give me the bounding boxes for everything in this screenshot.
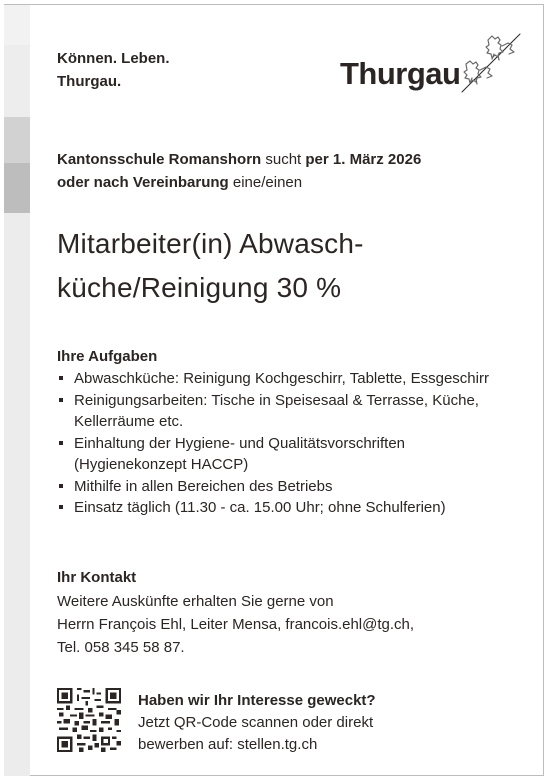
- contact-line-3: Tel. 058 345 58 87.: [57, 639, 185, 656]
- sidebar-stripes: [4, 5, 30, 776]
- cta-line-1: Jetzt QR-Code scannen oder direkt: [138, 714, 374, 731]
- alt-date: oder nach Vereinbarung: [57, 174, 229, 191]
- brand-wordmark: Thurgau: [340, 56, 461, 91]
- contact-title: Ihr Kontakt: [57, 569, 137, 586]
- slogan: [57, 47, 170, 93]
- slogan-line-2: Thurgau.: [57, 73, 122, 90]
- pronoun: eine/einen: [228, 174, 303, 191]
- seeks-word: sucht: [261, 151, 306, 168]
- list-item: Einhaltung der Hygiene- und Qualitätsvorschriften (Hygienekonzept HACCP): [57, 433, 504, 476]
- contact-text: [57, 590, 414, 659]
- bullet-icon: [59, 484, 63, 488]
- contact-line-2[interactable]: Herrn François Ehl, Leiter Mensa, francois.ehl@tg.ch,: [57, 616, 415, 633]
- cta-line-2[interactable]: bewerben auf: stellen.tg.ch: [138, 736, 318, 753]
- contact-line-1: Weitere Auskünfte erhalten Sie gerne von: [57, 593, 334, 610]
- employer-name: Kantonsschule Romanshorn: [57, 151, 262, 168]
- tasks-title: Ihre Aufgaben: [57, 348, 158, 365]
- lion-crest-icon: [458, 30, 524, 96]
- slogan-line-1: Können. Leben.: [57, 50, 170, 67]
- job-title-line-2: küche/Reinigung 30 %: [57, 272, 342, 303]
- list-item: Reinigungsarbeiten: Tische in Speisesaal & Terrasse, Küche, Kellerräume etc.: [57, 390, 504, 433]
- cta-question: Haben wir Ihr Interesse geweckt?: [138, 692, 376, 709]
- list-item: Abwaschküche: Reinigung Kochgeschirr, Tablette, Essgeschirr: [57, 368, 504, 390]
- job-title: [57, 222, 364, 310]
- list-item: Mithilfe in allen Bereichen des Betriebs: [57, 476, 504, 498]
- list-item: Einsatz täglich (11.30 - ca. 15.00 Uhr; ohne Schulferien): [57, 497, 504, 519]
- bullet-icon: [59, 505, 63, 509]
- intro-line-1: [57, 148, 421, 171]
- job-title-line-1: Mitarbeiter(in) Abwasch-: [57, 228, 364, 259]
- call-to-action: [138, 690, 376, 756]
- bullet-icon: [59, 441, 63, 445]
- start-date: per 1. März 2026: [305, 151, 422, 168]
- bullet-icon: [59, 398, 63, 402]
- qr-code-icon[interactable]: [57, 688, 121, 752]
- bullet-icon: [59, 376, 63, 380]
- intro-line-2: [57, 171, 421, 194]
- intro-text: [57, 148, 421, 194]
- tasks-list: [57, 368, 504, 519]
